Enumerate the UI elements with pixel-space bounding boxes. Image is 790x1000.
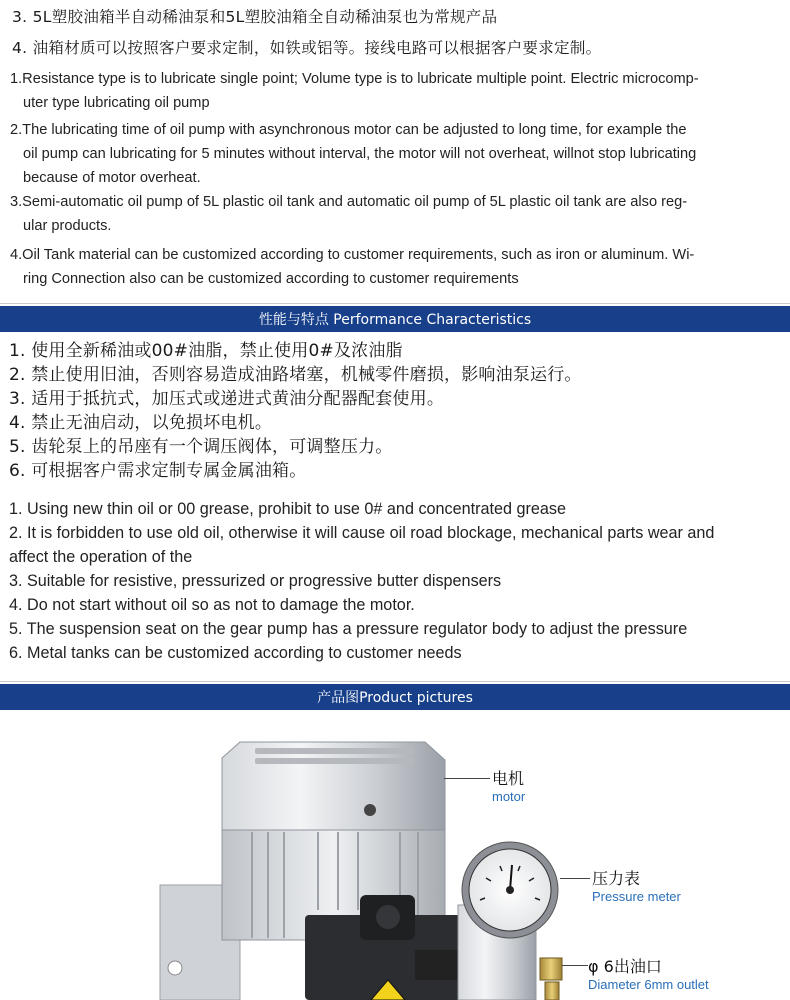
banner-rule-2 — [0, 681, 790, 682]
perf-cn-item-4: 4. 禁止无油启动，以免损坏电机。 — [9, 413, 273, 433]
outlet-callout — [588, 954, 709, 992]
outlet-fitting — [540, 958, 562, 1000]
performance-banner — [0, 306, 790, 332]
perf-en-item-3: 3. Suitable for resistive, pressurized or progressive butter dispensers — [9, 572, 502, 590]
motor-leader — [444, 778, 490, 779]
en-item-3-line2: ular products. — [23, 218, 112, 234]
perf-en-item-6: 6. Metal tanks can be customized according to customer needs — [9, 644, 462, 662]
product-banner-title: 产品图Product pictures — [317, 690, 473, 706]
perf-cn-item-1: 1. 使用全新稀油或00#油脂，禁止使用0#及浓油脂 — [9, 341, 403, 361]
motor-callout-cn: 电机 — [492, 769, 525, 788]
product-banner — [0, 684, 790, 710]
en-item-2-line1: 2.The lubricating time of oil pump with asynchronous motor can be adjusted to long time, for example the — [10, 122, 687, 138]
en-item-2-line3: because of motor overheat. — [23, 170, 201, 186]
motor-callout — [492, 766, 525, 804]
en-item-4-line1: 4.Oil Tank material can be customized according to customer requirements, such as iron or aluminum. Wi- — [10, 247, 695, 263]
en-item-1 — [10, 67, 790, 115]
perf-en-item-1: 1. Using new thin oil or 00 grease, prohibit to use 0# and concentrated grease — [9, 500, 567, 518]
en-item-1-line1: 1.Resistance type is to lubricate single point; Volume type is to lubricate multiple point. Electric microcomp- — [10, 71, 699, 87]
perf-cn-item-6: 6. 可根据客户需求定制专属金属油箱。 — [9, 461, 307, 481]
banner-rule — [0, 303, 790, 304]
perf-cn-item-5: 5. 齿轮泵上的吊座有一个调压阀体，可调整压力。 — [9, 437, 393, 457]
gauge-callout-en: Pressure meter — [592, 889, 681, 904]
performance-cn-list — [9, 339, 582, 483]
en-item-2 — [10, 118, 790, 190]
pressure-gauge — [462, 842, 558, 938]
motor-cap — [222, 742, 445, 830]
en-item-3-line1: 3.Semi-automatic oil pump of 5L plastic oil tank and automatic oil pump of 5L plastic oil tank are also reg- — [10, 194, 688, 210]
en-item-3 — [10, 190, 790, 238]
cn-item-4: 4. 油箱材质可以按照客户要求定制，如铁或铝等。接线电路可以根据客户要求定制。 — [12, 39, 602, 57]
perf-en-item-2-cont: affect the operation of the — [9, 548, 193, 566]
en-item-2-line2: oil pump can lubricating for 5 minutes without interval, the motor will not overheat, willnot stop lubricating — [23, 146, 697, 162]
perf-cn-item-2: 2. 禁止使用旧油，否则容易造成油路堵塞，机械零件磨损，影响油泵运行。 — [9, 365, 582, 385]
en-item-1-line2: uter type lubricating oil pump — [23, 95, 210, 111]
perf-en-item-2: 2. It is forbidden to use old oil, otherwise it will cause oil road blockage, mechanical parts wear and — [9, 524, 715, 542]
perf-en-item-5: 5. The suspension seat on the gear pump has a pressure regulator body to adjust the pressure — [9, 620, 688, 638]
outlet-callout-en: Diameter 6mm outlet — [588, 977, 709, 992]
cn-item-3: 3. 5L塑胶油箱半自动稀油泵和5L塑胶油箱全自动稀油泵也为常规产品 — [12, 8, 498, 26]
gauge-callout-cn: 压力表 — [592, 869, 641, 888]
performance-en-list — [9, 497, 789, 665]
performance-banner-title: 性能与特点 Performance Characteristics — [258, 312, 532, 328]
en-item-4 — [10, 243, 790, 291]
gauge-callout — [592, 866, 681, 904]
perf-en-item-4: 4. Do not start without oil so as not to damage the motor. — [9, 596, 415, 614]
perf-cn-item-3: 3. 适用于抵抗式，加压式或递进式黄油分配器配套使用。 — [9, 389, 445, 409]
gauge-leader — [560, 878, 590, 879]
outlet-callout-cn: φ 6出油口 — [588, 957, 662, 976]
en-item-4-line2: ring Connection also can be customized according to customer requirements — [23, 271, 519, 287]
motor-callout-en: motor — [492, 789, 526, 804]
outlet-leader — [562, 965, 588, 966]
